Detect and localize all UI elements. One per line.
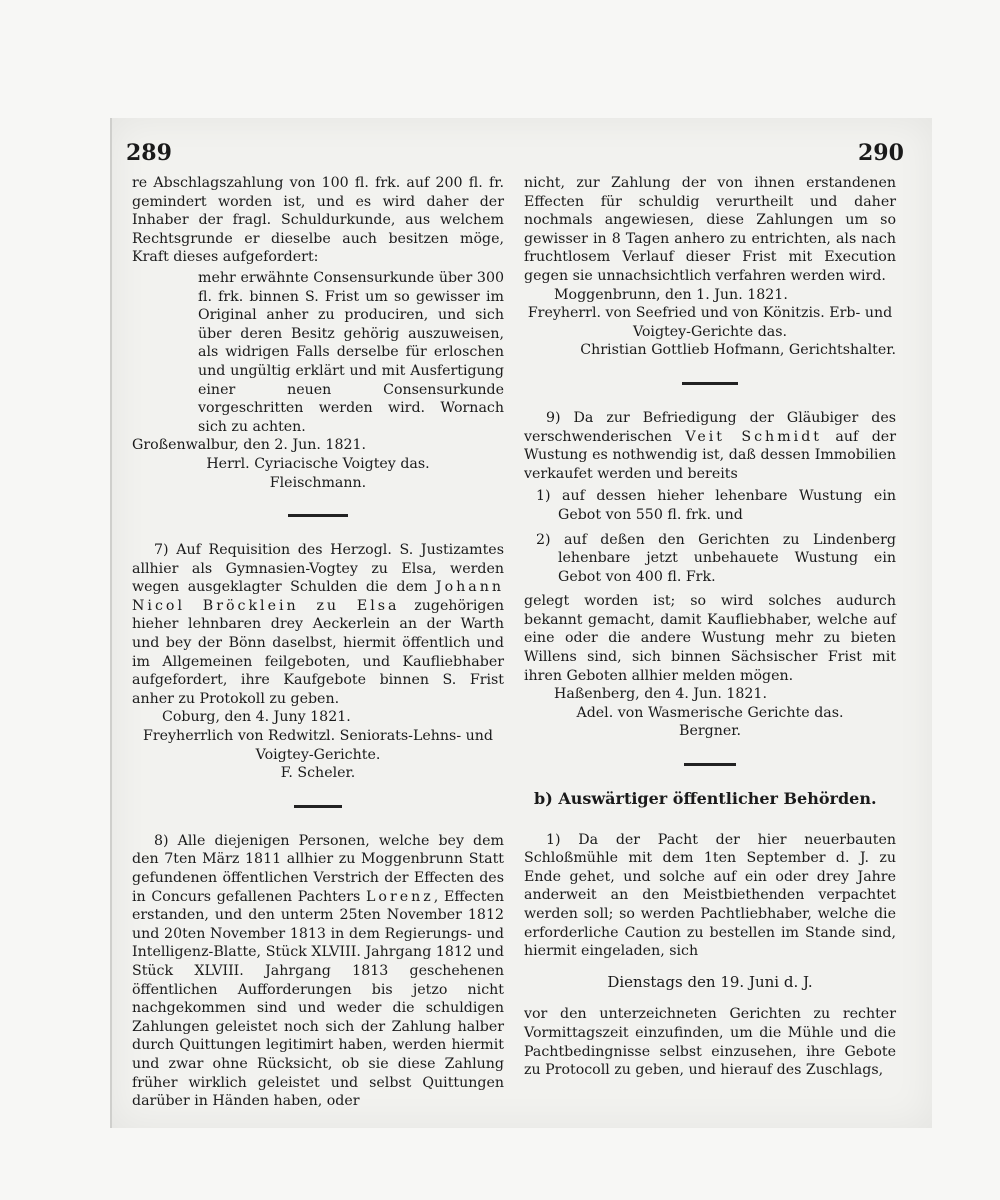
page-number-left: 289 [126,140,172,166]
page-number-right: 290 [858,140,904,166]
notice-7-rest: zugehörigen hieher lehnbaren drey Aeckerlein an der Warth und bey der Bönn daselbst, hiermit öffentlich und im Allgemeinen feilgeboten, und Kaufliebhaber aufgefordert, ihre Kaufgebote binnen S. Frist anher zu Protokoll zu geben. [132,597,504,707]
notice-8-body [132,832,504,1111]
notice-b1-date: Dienstags den 19. Juni d. J. [607,972,813,991]
notice-7-lead: 7) Auf Requisition des Herzogl. S. Justizamtes allhier als Gymnasien-Vogtey zu Elsa, werden wegen ausgeklagter Schulden die dem [132,542,504,596]
section-divider [288,514,348,517]
notice-7-signature-name: F. Scheler. [280,765,356,782]
notice-6-signature-court: Herrl. Cyriacische Voigtey das. [206,455,430,472]
section-heading-external-authorities: b) Auswärtiger öffentlicher Behörden. [534,789,877,809]
notice-9-signature-court: Adel. von Wasmerische Gerichte das. [576,704,844,721]
notice-8-place: Moggenbrunn, den 1. Jun. 1821. [554,286,788,303]
right-column [524,174,896,1080]
section-divider [294,805,342,808]
notice-9-rest: auf der Wustung es nothwendig ist, daß dessen Immobilien verkaufet werden und bereits [524,428,896,482]
notice-9-person: Veit Schmidt [685,428,822,445]
notice-7-body [132,541,504,708]
notice-9-body [524,409,896,483]
notice-8-person: Lorenz [366,888,434,905]
notice-b1-body: 1) Da der Pacht der hier neuerbauten Schloßmühle mit dem 1ten September d. J. zu Ende gehet, und solche auf ein oder drey Jahre anderweit an den Meistbiethenden verpachtet werden soll; so werden Pachtliebhaber, welche die erforderliche Caution zu bestellen im Stande sind, hiermit eingeladen, sich [524,831,896,960]
left-column [132,174,504,1111]
notice-9-signature-name: Bergner. [679,723,741,740]
notice-7-place: Coburg, den 4. Juny 1821. [162,709,351,726]
notice-8-signature-name: Christian Gottlieb Hofmann, Gerichtshalter. [580,342,896,359]
notice-9-item-2: 2) auf deßen den Gerichten zu Lindenberg lehenbare jetzt unbehauete Wustung ein Gebot von 400 fl. Frk. [536,531,896,585]
notice-8-continuation: nicht, zur Zahlung der von ihnen erstandenen Effecten für schuldig verurtheilt und daher nochmals angewiesen, diese Zahlungen um so gewisser in 8 Tagen anhero zu entrichten, als nach fruchtlosem Verlauf dieser Frist mit Execution gegen sie unnachsichtlich verfahren werden wird. [524,175,896,284]
notice-6-place: Großenwalbur, den 2. Jun. 1821. [132,437,367,454]
notice-6-quote: mehr erwähnte Consensurkunde über 300 fl. frk. binnen S. Frist um so gewisser im Original anher zu produciren, und sich über deren Besitz gehörig auszuweisen, als widrigen Falls derselbe für erloschen und ungültig erklärt und mit Ausfertigung einer neuen Consensurkunde vorgeschritten werden wird. Wornach sich zu achten. [198,269,504,435]
notice-9-place: Haßenberg, den 4. Jun. 1821. [554,686,767,703]
notice-8-lead: 8) Alle diejenigen Personen, welche bey dem den 7ten März 1811 allhier zu Moggenbrunn Statt gefundenen öffentlichen Verstrich der Effecten des in Concurs gefallenen Pachters [132,832,504,905]
notice-b1-continuation: vor den unterzeichneten Gerichten zu rechter Vormittagszeit einzufinden, um die Mühle und die Pachtbedingnisse selbst einzusehen, ihre Gebote zu Protocoll zu geben, und hierauf des Zuschlags, [524,1006,896,1079]
notice-9-lead: 9) Da zur Befriedigung der Gläubiger des verschwenderischen [524,409,896,445]
section-divider [684,763,736,766]
notice-8-rest: , Effecten erstanden, und den unterm 25ten November 1812 und 20ten November 1813 in dem Regierungs- und Intelligenz-Blatte, Stück XLVIII. Jahrgang 1812 und Stück XLVIII. Jahrgang 1813 geschehenen öffentlichen Aufforderungen bis jetzo nicht nachgekommen sind und weder die schuldigen Zahlungen geleistet noch sich der Zahlung halber durch Quittungen legitimirt haben, werden hiermit und zwar ohne Rücksicht, ob sie diese Zahlung früher wirklich geleistet und selbst Quittungen darüber in Händen haben, oder [132,888,504,1110]
notice-7-person: Johann Nicol Bröcklein zu Elsa [132,579,504,614]
notice-7-signature-court: Freyherrlich von Redwitzl. Seniorats-Lehns- und Voigtey-Gerichte. [143,728,493,763]
notice-6-end: re Abschlagszahlung von 100 fl. frk. auf 200 fl. fr. gemindert worden ist, und es wird daher der Inhaber der fragl. Schuldurkunde, aus welchem Rechtsgrunde er dieselbe auch besitzen möge, Kraft dieses aufgefordert: [132,175,504,266]
section-divider [682,382,738,385]
notice-9-item-1: 1) auf dessen hieher lehenbare Wustung ein Gebot von 550 fl. frk. und [536,488,896,523]
notice-8-signature-court: Freyherrl. von Seefried und von Könitzis. Erb- und Voigtey-Gerichte das. [527,305,893,340]
notice-9-continuation: gelegt worden ist; so wird solches audurch bekannt gemacht, damit Kaufliebhaber, welche auf eine oder die andere Wustung mehr zu bieten Willens sind, sich binnen Sächsischer Frist mit ihren Geboten allhier melden mögen. [524,593,896,684]
notice-6-signature-name: Fleischmann. [269,474,367,491]
